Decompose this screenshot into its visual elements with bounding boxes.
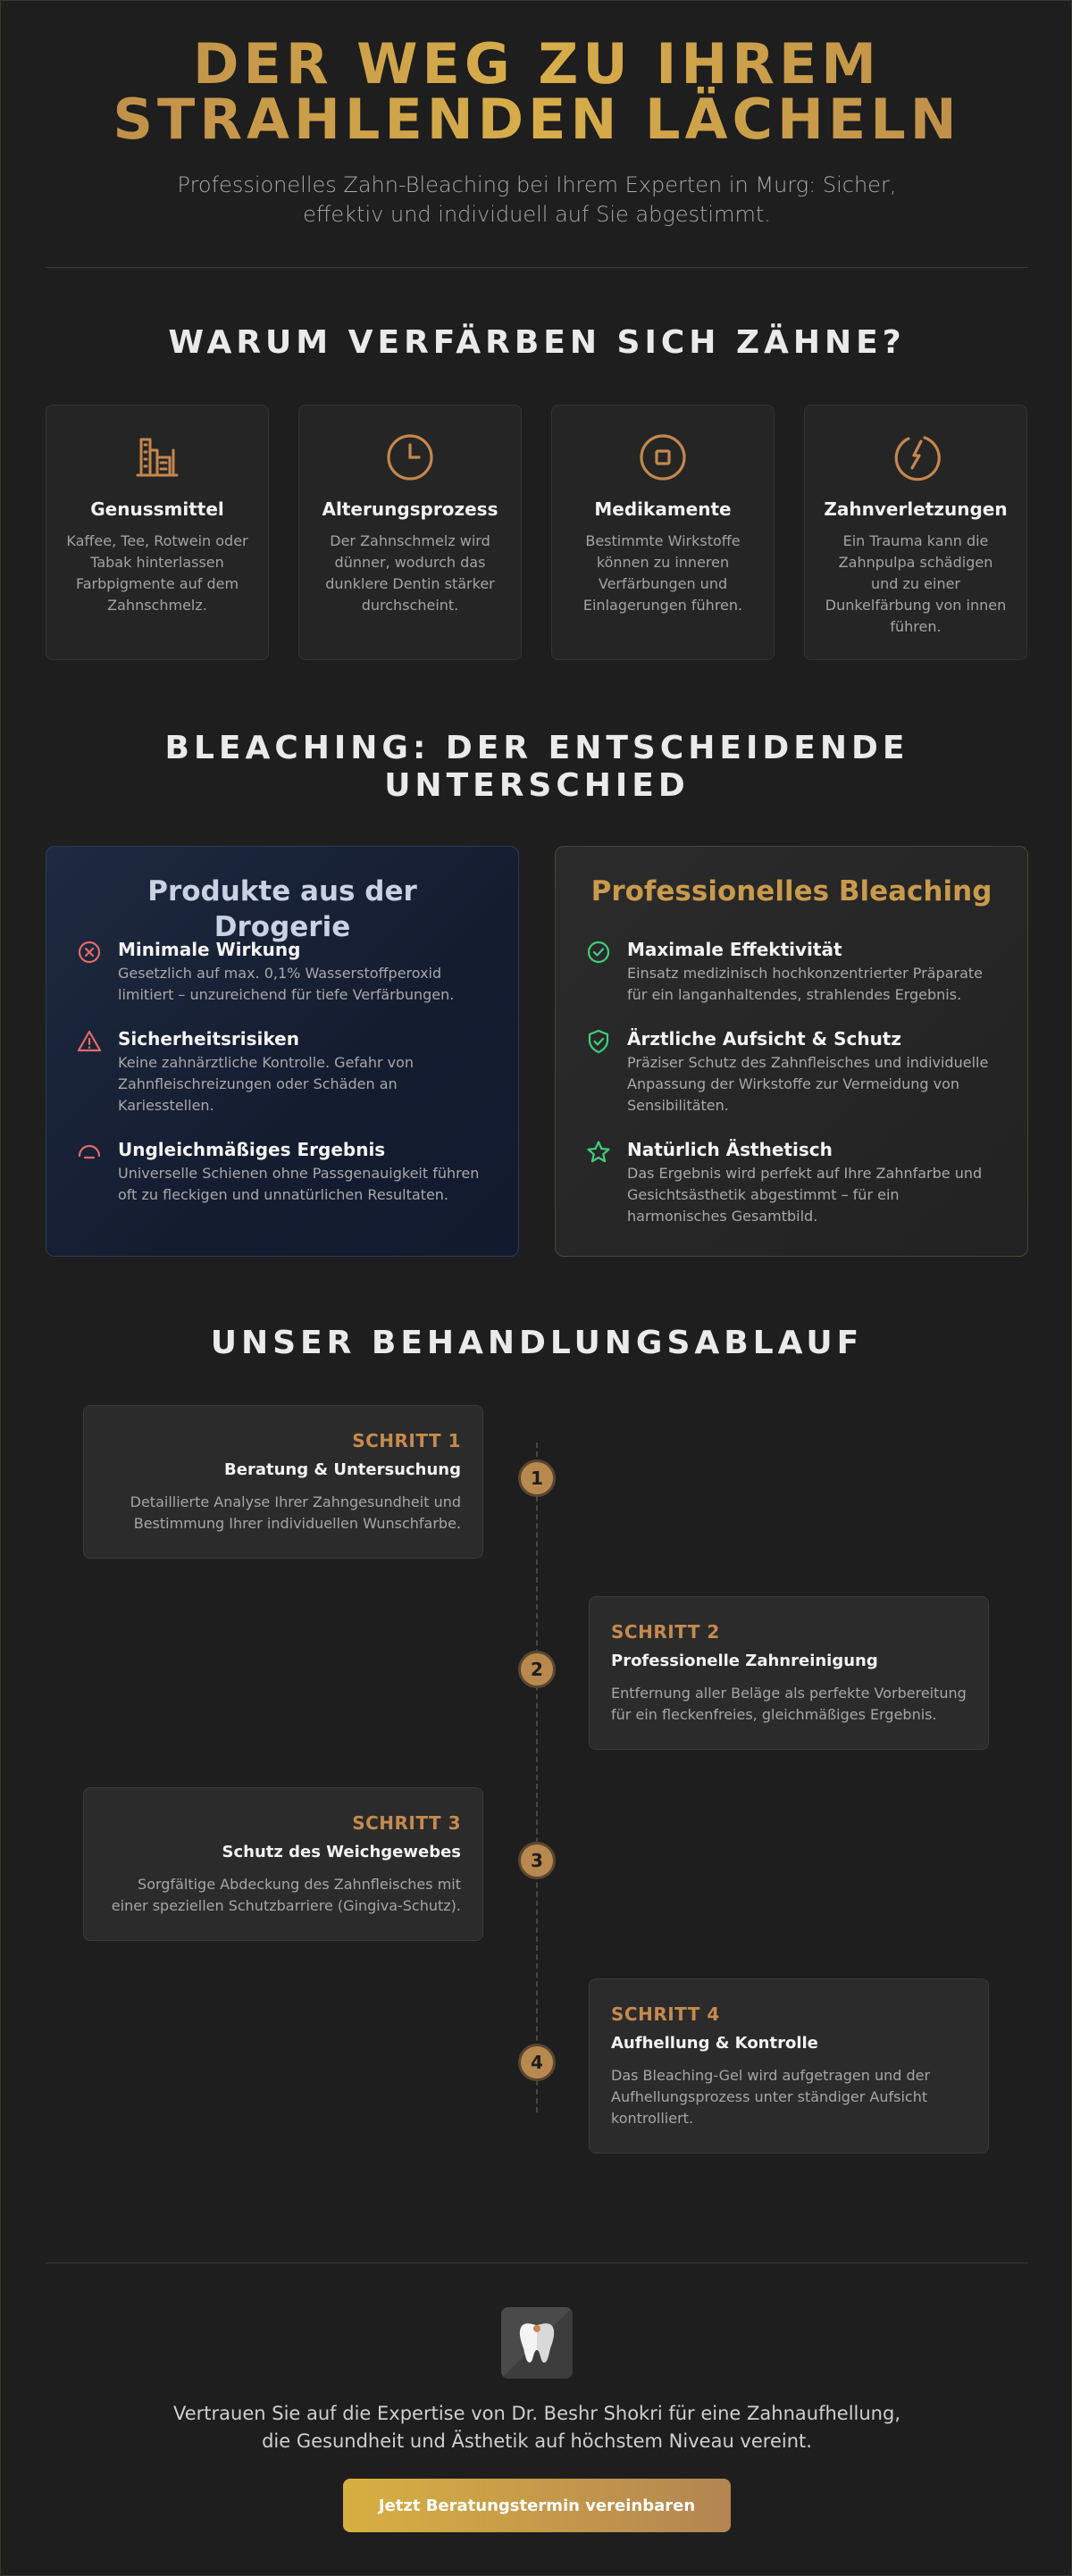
clock-icon xyxy=(383,431,437,484)
hero-title-line1: DER WEG ZU IHREM xyxy=(193,31,881,96)
step-title: Beratung & Untersuchung xyxy=(224,1460,461,1479)
step-text: Sorgfältige Abdeckung des Zahnfleisches mit einer speziellen Schutzbarriere (Gingiva-Schutz). xyxy=(111,1876,461,1914)
frown-icon xyxy=(77,1140,102,1165)
cause-text: Ein Trauma kann die Zahnpulpa schädigen und zu einer Dunkelfärbung von innen führen. xyxy=(825,532,1007,635)
cause-card-genussmittel xyxy=(46,405,269,660)
professional-card xyxy=(555,846,1028,1257)
point-title: Sicherheitsrisiken xyxy=(118,1028,299,1050)
drugstore-card xyxy=(46,846,519,1257)
drugstore-point xyxy=(77,938,491,1006)
x-circle-icon xyxy=(77,940,102,965)
shield-check-icon xyxy=(586,1029,611,1054)
timeline-line xyxy=(536,1443,538,2112)
point-title: Natürlich Ästhetisch xyxy=(627,1139,833,1160)
cause-card-zahnverletzungen xyxy=(804,405,1027,660)
tooth-logo-icon xyxy=(501,2307,573,2379)
comparison-title-line1: BLEACHING: DER ENTSCHEIDENDE xyxy=(164,730,909,766)
warning-triangle-icon xyxy=(77,1029,102,1054)
step-card-4 xyxy=(589,1978,989,2154)
point-title: Ärztliche Aufsicht & Schutz xyxy=(627,1028,902,1050)
step-title: Professionelle Zahnreinigung xyxy=(611,1652,878,1670)
step-card-2 xyxy=(589,1596,989,1750)
drugstore-heading: Produkte aus der Drogerie xyxy=(147,875,417,943)
step-label: SCHRITT 2 xyxy=(611,1621,720,1643)
professional-point xyxy=(586,1138,1001,1227)
comparison-title xyxy=(1,730,1072,805)
step-text: Detaillierte Analyse Ihrer Zahngesundheit und Bestimmung Ihrer individuellen Wunschfarbe. xyxy=(130,1493,461,1532)
step-card-1 xyxy=(83,1405,483,1559)
pill-icon xyxy=(636,431,690,484)
book-consultation-button[interactable]: Jetzt Beratungstermin vereinbaren xyxy=(343,2479,731,2532)
step-text: Das Bleaching-Gel wird aufgetragen und der Aufhellungsprozess unter ständiger Aufsicht kontrolliert. xyxy=(611,2067,931,2127)
step-title: Schutz des Weichgewebes xyxy=(222,1843,461,1861)
point-text: Universelle Schienen ohne Passgenauigkeit führen oft zu fleckigen und unnatürlichen Resultaten. xyxy=(118,1165,480,1203)
professional-point xyxy=(586,1027,1001,1117)
hero-title-line2: STRAHLENDEN LÄCHELN xyxy=(113,87,961,152)
drugstore-point xyxy=(77,1138,491,1206)
point-text: Das Ergebnis wird perfekt auf Ihre Zahnfarbe und Gesichtsästhetik abgestimmt – für ein harmonisches Gesamtbild. xyxy=(627,1165,983,1225)
comparison-title-line2: UNTERSCHIED xyxy=(384,767,690,804)
causes-title: WARUM VERFÄRBEN SICH ZÄHNE? xyxy=(168,324,906,361)
cause-title: Medikamente xyxy=(594,498,732,520)
step-number-badge: 3 xyxy=(518,1842,556,1879)
hero-subtitle: Professionelles Zahn-Bleaching bei Ihrem Experten in Murg: Sicher, effektiv und individuell auf Sie abgestimmt. xyxy=(177,172,897,227)
step-text: Entfernung aller Beläge als perfekte Vorbereitung für ein fleckenfreies, gleichmäßiges Ergebnis. xyxy=(611,1685,967,1723)
step-label: SCHRITT 4 xyxy=(611,2003,720,2025)
cause-card-medikamente xyxy=(551,405,775,660)
step-label: SCHRITT 1 xyxy=(352,1430,461,1451)
process-title: UNSER BEHANDLUNGSABLAUF xyxy=(210,1325,864,1361)
point-text: Präziser Schutz des Zahnfleisches und individuelle Anpassung der Wirkstoffe zur Vermeidung von Sensibilitäten. xyxy=(627,1054,989,1114)
professional-heading: Professionelles Bleaching xyxy=(590,875,992,907)
closing-text: Vertrauen Sie auf die Expertise von Dr. Beshr Shokri für eine Zahnaufhellung, die Gesundheit und Ästhetik auf höchstem Niveau vereint. xyxy=(173,2403,900,2452)
divider xyxy=(46,2262,1028,2263)
check-circle-icon xyxy=(586,940,611,965)
point-title: Maximale Effektivität xyxy=(627,939,842,960)
lightning-icon xyxy=(889,431,942,484)
cause-card-alterungsprozess xyxy=(298,405,522,660)
hero-title xyxy=(1,31,1072,152)
hero xyxy=(1,31,1072,230)
step-number-badge: 4 xyxy=(518,2044,556,2081)
point-title: Ungleichmäßiges Ergebnis xyxy=(118,1139,386,1160)
step-number-badge: 2 xyxy=(518,1651,556,1688)
cause-text: Kaffee, Tee, Rotwein oder Tabak hinterlassen Farbpigmente auf dem Zahnschmelz. xyxy=(66,532,248,614)
divider xyxy=(46,267,1028,268)
drugstore-point xyxy=(77,1027,491,1117)
step-label: SCHRITT 3 xyxy=(352,1812,461,1834)
point-text: Einsatz medizinisch hochkonzentrierter Präparate für ein langanhaltendes, strahlendes Ergebnis. xyxy=(627,965,983,1003)
point-title: Minimale Wirkung xyxy=(118,939,301,960)
coffee-icon xyxy=(130,431,184,484)
cause-text: Bestimmte Wirkstoffe können zu inneren Verfärbungen und Einlagerungen führen. xyxy=(582,532,743,614)
cause-title: Alterungsprozess xyxy=(322,498,498,520)
step-title: Aufhellung & Kontrolle xyxy=(611,2034,818,2053)
step-card-3 xyxy=(83,1787,483,1941)
cause-text: Der Zahnschmelz wird dünner, wodurch das dunklere Dentin stärker durchscheint. xyxy=(325,532,495,614)
cause-title: Genussmittel xyxy=(90,498,224,520)
point-text: Keine zahnärztliche Kontrolle. Gefahr von Zahnfleischreizungen oder Schäden an Kariesstellen. xyxy=(118,1054,415,1114)
star-icon xyxy=(586,1140,611,1165)
point-text: Gesetzlich auf max. 0,1% Wasserstoffperoxid limitiert – unzureichend für tiefe Verfärbungen. xyxy=(118,965,455,1003)
step-number-badge: 1 xyxy=(518,1459,556,1497)
professional-point xyxy=(586,938,1001,1006)
cause-title: Zahnverletzungen xyxy=(824,498,1008,520)
